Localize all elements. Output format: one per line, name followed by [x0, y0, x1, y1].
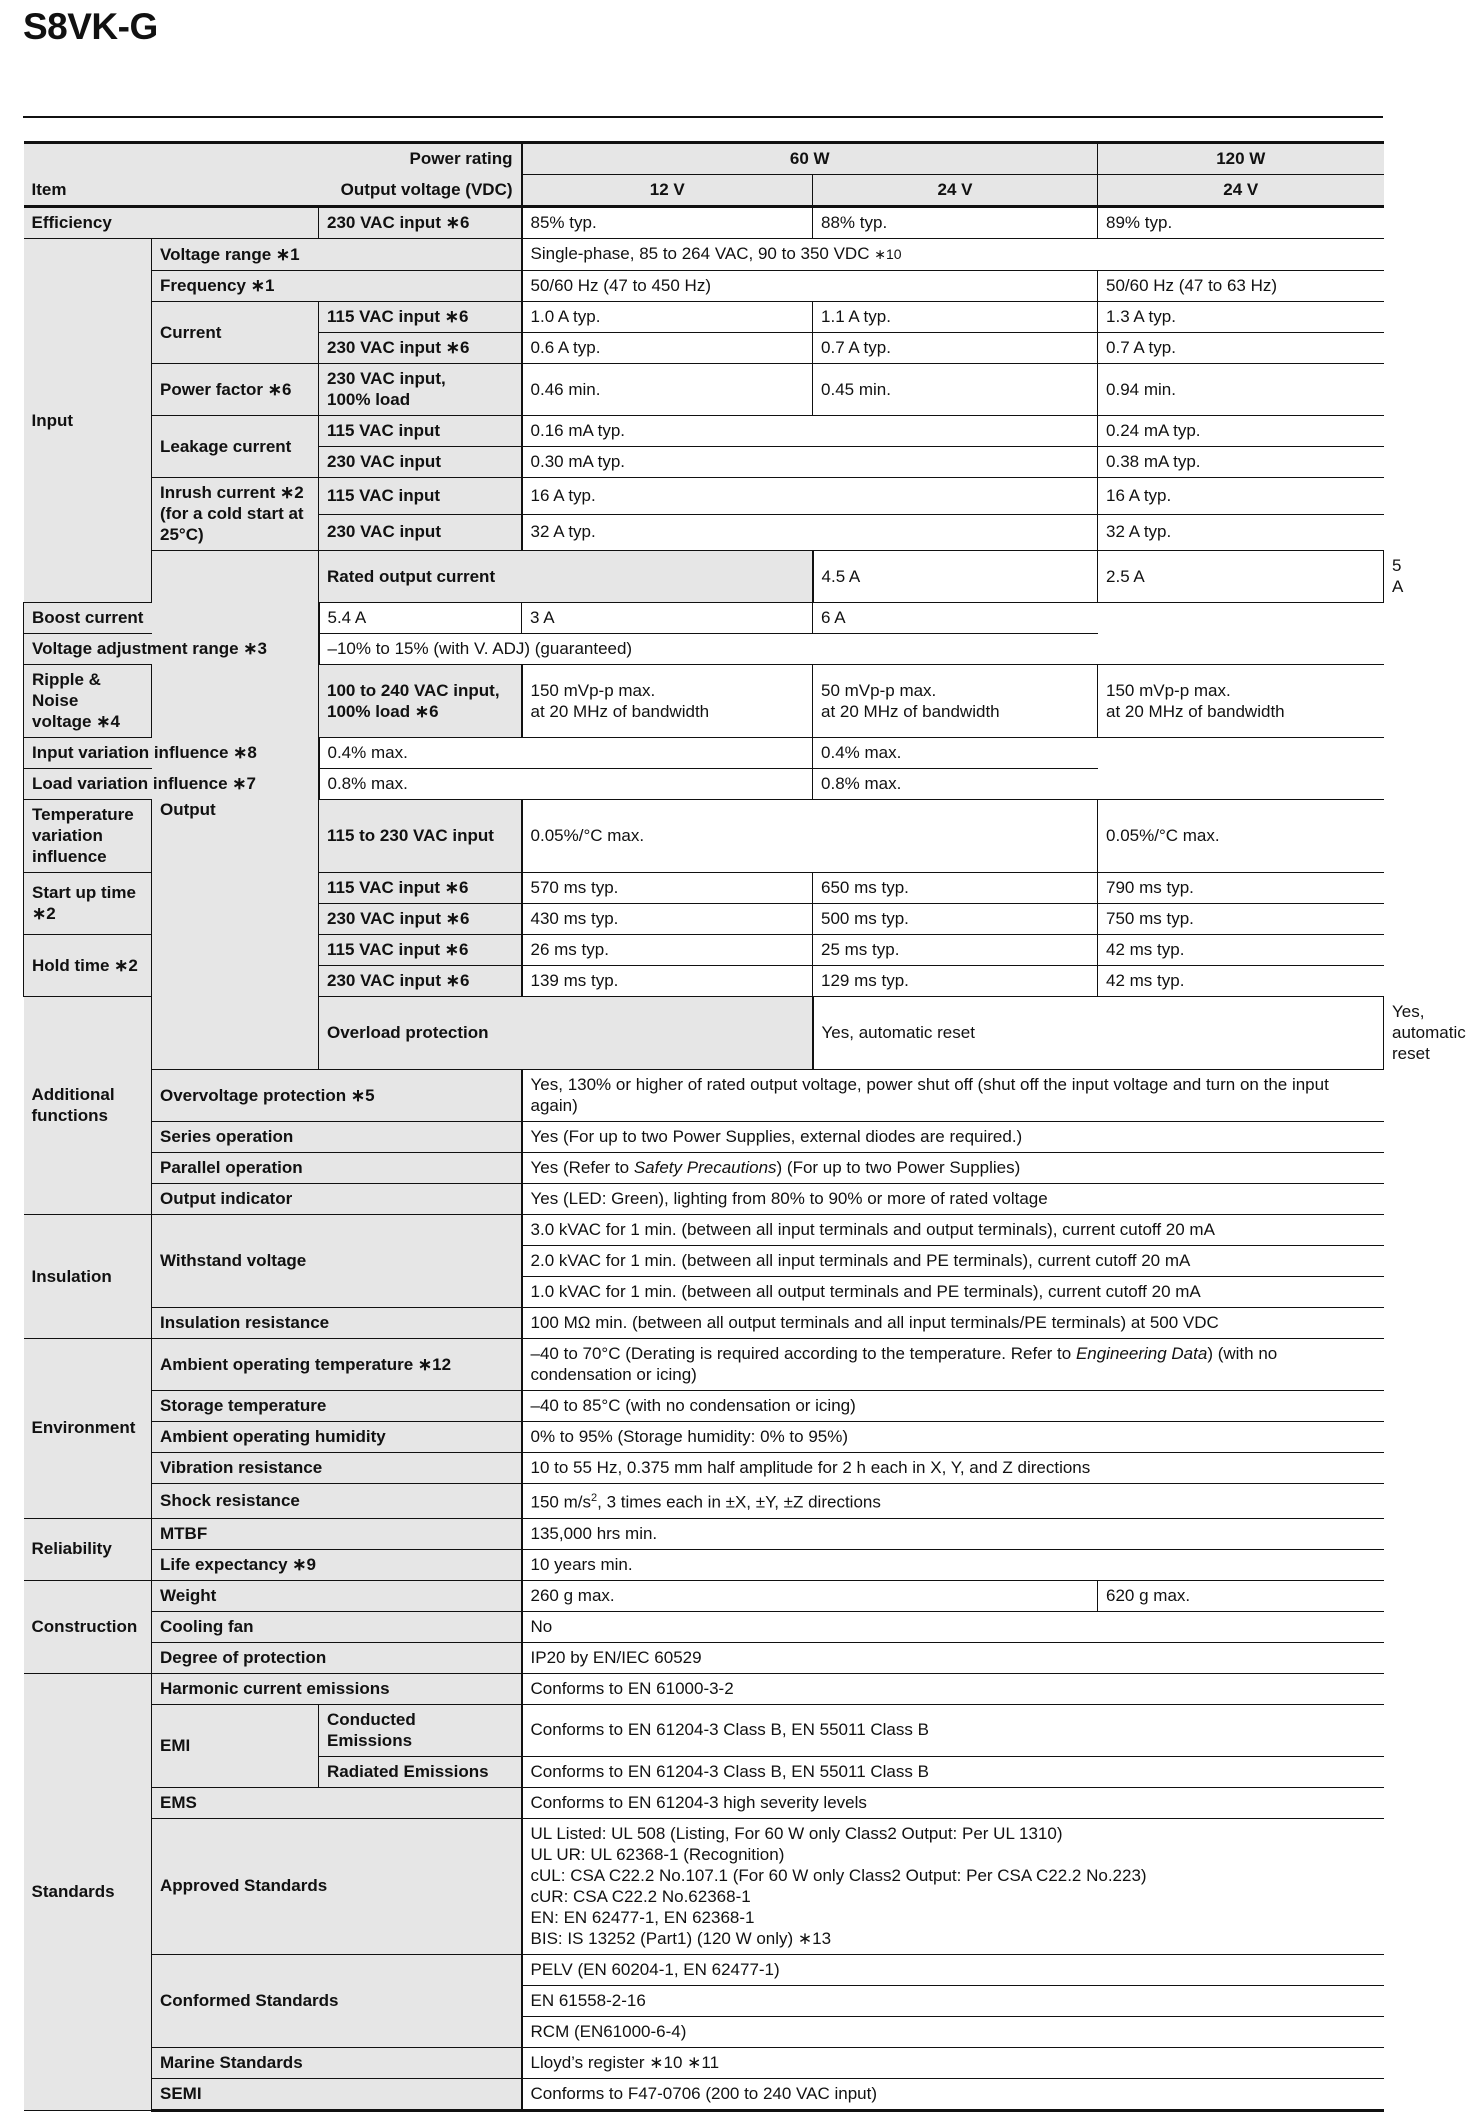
value-storage-temp: –40 to 85°C (with no condensation or icing): [522, 1391, 1384, 1422]
cond-ripple-noise: [319, 665, 522, 738]
row-weight: [24, 1580, 1384, 1611]
section-input: Input: [24, 239, 152, 603]
label-hold: Hold time ∗2: [24, 935, 152, 997]
label-load-variation: Load variation influence ∗7: [24, 769, 319, 800]
row-storage-temp: [24, 1391, 1384, 1422]
cond-emi-conducted: [319, 1704, 522, 1756]
section-insulation: Insulation: [24, 1215, 152, 1339]
label-harmonic: Harmonic current emissions: [152, 1673, 522, 1704]
label-storage-temp: Storage temperature: [152, 1391, 522, 1422]
value-overload-60w: Yes, automatic reset: [813, 997, 1384, 1070]
value-mtbf: 135,000 hrs min.: [522, 1518, 1384, 1549]
value-leakage-115-60w: 0.16 mA typ.: [522, 416, 1098, 447]
label-line: Temperature: [32, 805, 134, 824]
row-current-115: [24, 302, 1384, 333]
value-text: –40 to 70°C (Derating is required according to the temperature. Refer to: [530, 1344, 1076, 1363]
approved-standard: UL UR: UL 62368-1 (Recognition): [530, 1844, 785, 1864]
value-hold-230-24v: 129 ms typ.: [813, 966, 1098, 997]
cond-startup-230: 230 VAC input ∗6: [319, 904, 522, 935]
value-line: 150 mVp-p max.: [530, 680, 656, 700]
value-leakage-230-120w: 0.38 mA typ.: [1098, 447, 1384, 478]
value-weight-120w: 620 g max.: [1098, 1580, 1384, 1611]
value-series: Yes (For up to two Power Supplies, external diodes are required.): [522, 1122, 1384, 1153]
row-ems: [24, 1787, 1384, 1818]
engineering-data-reference: Engineering Data: [1075, 1344, 1208, 1363]
value-efficiency-12v: 85% typ.: [522, 207, 813, 239]
cond-line: 100% load ∗6: [327, 701, 439, 721]
value-power-factor-24v: 0.45 min.: [813, 364, 1098, 416]
value-inrush-230-120w: 32 A typ.: [1098, 514, 1384, 551]
row-ambient-temp: [24, 1339, 1384, 1391]
value-inrush-230-60w: 32 A typ.: [522, 514, 1098, 551]
label-semi: SEMI: [152, 2078, 522, 2110]
cond-power-factor: [319, 364, 522, 416]
label-line: voltage ∗4: [32, 712, 120, 731]
value-emi-radiated: Conforms to EN 61204-3 Class B, EN 55011 Class B: [522, 1756, 1384, 1787]
value-inrush-115-120w: 16 A typ.: [1098, 478, 1384, 515]
value-current-230-24v: 0.7 A typ.: [813, 333, 1098, 364]
label-withstand: Withstand voltage: [152, 1215, 522, 1308]
value-leakage-230-60w: 0.30 mA typ.: [522, 447, 1098, 478]
header-row-power: [24, 143, 1384, 175]
value-hold-115-120w: 42 ms typ.: [1098, 935, 1384, 966]
value-boost-current-120w: 6 A: [813, 603, 1098, 634]
value-line: 150 mVp-p max.: [1106, 680, 1231, 700]
value-startup-115-24v: 650 ms typ.: [813, 873, 1098, 904]
superscript: 2: [591, 1492, 598, 1504]
value-voltage-adjustment: –10% to 15% (with V. ADJ) (guaranteed): [319, 634, 1098, 665]
value-hold-115-24v: 25 ms typ.: [813, 935, 1098, 966]
row-life: [24, 1549, 1384, 1580]
approved-standard: cUL: CSA C22.2 No.107.1 (For 60 W only Class2 Output: Per CSA C22.2 No.223): [530, 1865, 1147, 1885]
section-standards: Standards: [24, 1673, 152, 2110]
label-line: influence: [32, 847, 107, 866]
value-line: at 20 MHz of bandwidth: [1106, 701, 1285, 721]
row-cooling-fan: [24, 1611, 1384, 1642]
section-output: Output: [152, 551, 319, 1070]
label-protection: Degree of protection: [152, 1642, 522, 1673]
label-approved: Approved Standards: [152, 1818, 522, 1954]
value-insulation-resistance: 100 MΩ min. (between all output terminals and all input terminals/PE terminals) at 500 VDC: [522, 1308, 1384, 1339]
value-conformed-3: RCM (EN61000-6-4): [522, 2016, 1384, 2047]
row-efficiency: [24, 207, 1384, 239]
label-overvoltage: Overvoltage protection ∗5: [152, 1070, 522, 1122]
value-startup-115-120w: 790 ms typ.: [1098, 873, 1384, 904]
row-approved: [24, 1818, 1384, 1954]
cond-current-230: 230 VAC input ∗6: [319, 333, 522, 364]
value-boost-current-24v: 3 A: [522, 603, 813, 634]
value-ambient-temp: [522, 1339, 1384, 1391]
row-semi: [24, 2078, 1384, 2110]
value-marine: Lloyd’s register ∗10 ∗11: [522, 2047, 1384, 2078]
label-life: Life expectancy ∗9: [152, 1549, 522, 1580]
value-boost-current-12v: 5.4 A: [319, 603, 522, 634]
value-frequency-120w: 50/60 Hz (47 to 63 Hz): [1098, 271, 1384, 302]
value-ripple-120w: [1098, 665, 1384, 738]
cond-line: 100 to 240 VAC input,: [327, 680, 500, 700]
value-vibration: 10 to 55 Hz, 0.375 mm half amplitude for 2 h each in X, Y, and Z directions: [522, 1453, 1384, 1484]
value-frequency-60w: 50/60 Hz (47 to 450 Hz): [522, 271, 1098, 302]
value-current-230-12v: 0.6 A typ.: [522, 333, 813, 364]
label-mtbf: MTBF: [152, 1518, 522, 1549]
label-line: Ripple & Noise: [32, 670, 101, 710]
label-marine: Marine Standards: [152, 2047, 522, 2078]
value-conformed-1: PELV (EN 60204-1, EN 62477-1): [522, 1954, 1384, 1985]
value-current-230-120w: 0.7 A typ.: [1098, 333, 1384, 364]
row-marine: [24, 2047, 1384, 2078]
value-withstand-2: 2.0 kVAC for 1 min. (between all input terminals and PE terminals), current cutoff 20 mA: [522, 1246, 1384, 1277]
header-row-voltage: [24, 175, 1384, 207]
section-line: Additional: [31, 1085, 115, 1104]
value-text: , 3 times each in ±X, ±Y, ±Z directions: [597, 1492, 881, 1512]
value-approved: [522, 1818, 1384, 1954]
cond-line: 100% load: [327, 390, 411, 409]
cond-line: Emissions: [327, 1730, 413, 1750]
label-efficiency: Efficiency: [24, 207, 319, 239]
label-input-variation: Input variation influence ∗8: [24, 738, 319, 769]
value-startup-115-12v: 570 ms typ.: [522, 873, 813, 904]
value-conformed-2: EN 61558-2-16: [522, 1985, 1384, 2016]
label-boost-current: Boost current: [24, 603, 319, 634]
row-shock: [24, 1484, 1384, 1519]
value-input-variation-60w: 0.4% max.: [319, 738, 813, 769]
row-inrush-115: [24, 478, 1384, 515]
row-harmonic: [24, 1673, 1384, 1704]
row-mtbf: [24, 1518, 1384, 1549]
value-rated-current-12v: 4.5 A: [813, 551, 1098, 603]
value-output-indicator: Yes (LED: Green), lighting from 80% to 90% or more of rated voltage: [522, 1184, 1384, 1215]
row-emi-conducted: [24, 1704, 1384, 1756]
value-emi-conducted: Conforms to EN 61204-3 Class B, EN 55011 Class B: [522, 1704, 1384, 1756]
value-voltage-range: [522, 239, 1384, 271]
cond-hold-115: 115 VAC input ∗6: [319, 935, 522, 966]
label-inrush: [152, 478, 319, 551]
title-rule: [23, 116, 1383, 118]
row-power-factor: [24, 364, 1384, 416]
value-cooling-fan: No: [522, 1611, 1384, 1642]
value-leakage-115-120w: 0.24 mA typ.: [1098, 416, 1384, 447]
value-protection: IP20 by EN/IEC 60529: [522, 1642, 1384, 1673]
row-vibration: [24, 1453, 1384, 1484]
cond-line: 230 VAC input,: [327, 369, 446, 388]
header-power-rating: Power rating: [24, 143, 522, 175]
label-series: Series operation: [152, 1122, 522, 1153]
section-line: functions: [31, 1106, 108, 1125]
row-series: [24, 1122, 1384, 1153]
value-ripple-12v: [522, 665, 813, 738]
label-current: Current: [152, 302, 319, 364]
value-text: ) (For up to two Power Supplies): [776, 1158, 1021, 1177]
value-text: Yes (Refer to: [530, 1158, 634, 1177]
section-reliability: Reliability: [24, 1518, 152, 1580]
label-startup: Start up time ∗2: [24, 873, 152, 935]
value-current-115-12v: 1.0 A typ.: [522, 302, 813, 333]
value-line: 50 mVp-p max.: [821, 680, 937, 700]
label-conformed: Conformed Standards: [152, 1954, 522, 2047]
label-shock: Shock resistance: [152, 1484, 522, 1519]
label-parallel: Parallel operation: [152, 1153, 522, 1184]
row-load-variation: [24, 769, 1384, 800]
value-startup-230-120w: 750 ms typ.: [1098, 904, 1384, 935]
value-line: at 20 MHz of bandwidth: [821, 701, 1000, 721]
label-ambient-temp: Ambient operating temperature ∗12: [152, 1339, 522, 1391]
label-power-factor: Power factor ∗6: [152, 364, 319, 416]
row-leakage-115: [24, 416, 1384, 447]
section-environment: Environment: [24, 1339, 152, 1519]
cond-inrush-230: 230 VAC input: [319, 514, 522, 551]
approved-standard: EN: EN 62477-1, EN 62368-1: [530, 1907, 755, 1927]
value-efficiency-120w: 89% typ.: [1098, 207, 1384, 239]
label-frequency: Frequency ∗1: [152, 271, 522, 302]
approved-standard: BIS: IS 13252 (Part1) (120 W only) ∗13: [530, 1928, 832, 1948]
value-humidity: 0% to 95% (Storage humidity: 0% to 95%): [522, 1422, 1384, 1453]
row-parallel: [24, 1153, 1384, 1184]
page-title: S8VK-G: [23, 6, 158, 47]
label-leakage: Leakage current: [152, 416, 319, 478]
label-cooling-fan: Cooling fan: [152, 1611, 522, 1642]
row-output-indicator: [24, 1184, 1384, 1215]
value-text: Single-phase, 85 to 264 VAC, 90 to 350 VDC: [530, 244, 870, 263]
label-humidity: Ambient operating humidity: [152, 1422, 522, 1453]
cond-hold-230: 230 VAC input ∗6: [319, 966, 522, 997]
row-overload: Additional functions Overload protection Yes, automatic reset Yes, automatic reset: [24, 997, 1384, 1070]
value-inrush-115-60w: 16 A typ.: [522, 478, 1098, 515]
row-frequency: [24, 271, 1384, 302]
row-protection: [24, 1642, 1384, 1673]
value-parallel: [522, 1153, 1384, 1184]
label-ripple-noise: [24, 665, 152, 738]
label-rated-current: Rated output current: [319, 551, 813, 603]
approved-standard: UL Listed: UL 508 (Listing, For 60 W only Class2 Output: Per UL 1310): [530, 1823, 1063, 1843]
label-emi: EMI: [152, 1704, 319, 1787]
value-hold-230-12v: 139 ms typ.: [522, 966, 813, 997]
value-rated-current-24v: 2.5 A: [1098, 551, 1384, 603]
value-text: 150 m/s: [530, 1492, 591, 1512]
value-power-factor-120w: 0.94 min.: [1098, 364, 1384, 416]
value-input-variation-120w: 0.4% max.: [813, 738, 1098, 769]
row-insulation-resistance: [24, 1308, 1384, 1339]
value-startup-230-12v: 430 ms typ.: [522, 904, 813, 935]
row-withstand-1: [24, 1215, 1384, 1246]
approved-standard: cUR: CSA C22.2 No.62368-1: [530, 1886, 751, 1906]
cond-inrush-115: 115 VAC input: [319, 478, 522, 515]
label-temperature-variation: [24, 800, 152, 873]
value-shock: [522, 1484, 1384, 1519]
value-load-variation-120w: 0.8% max.: [813, 769, 1098, 800]
header-output-voltage: Output voltage (VDC): [319, 175, 522, 207]
section-additional: [24, 997, 152, 1215]
row-humidity: [24, 1422, 1384, 1453]
cond-leakage-115: 115 VAC input: [319, 416, 522, 447]
value-weight-60w: 260 g max.: [522, 1580, 1098, 1611]
header-24v-60w: 24 V: [813, 175, 1098, 207]
section-construction: Construction: [24, 1580, 152, 1673]
header-24v-120w: 24 V: [1098, 175, 1384, 207]
value-current-115-24v: 1.1 A typ.: [813, 302, 1098, 333]
value-load-variation-60w: 0.8% max.: [319, 769, 813, 800]
row-voltage-range: [24, 239, 1384, 271]
cond-efficiency: 230 VAC input ∗6: [319, 207, 522, 239]
row-voltage-adjustment: [24, 634, 1384, 665]
label-vibration: Vibration resistance: [152, 1453, 522, 1484]
value-power-factor-12v: 0.46 min.: [522, 364, 813, 416]
label-line: 25°C): [160, 525, 204, 544]
cond-temperature-variation: 115 to 230 VAC input: [319, 800, 522, 873]
row-conformed-1: [24, 1954, 1384, 1985]
cond-line: Conducted: [327, 1709, 416, 1729]
spec-table: [23, 141, 1466, 2112]
value-life: 10 years min.: [522, 1549, 1384, 1580]
label-insulation-resistance: Insulation resistance: [152, 1308, 522, 1339]
value-efficiency-24v: 88% typ.: [813, 207, 1098, 239]
value-current-115-120w: 1.3 A typ.: [1098, 302, 1384, 333]
value-temperature-variation-120w: 0.05%/°C max.: [1098, 800, 1384, 873]
value-ripple-24v: [813, 665, 1098, 738]
label-voltage-adjustment: Voltage adjustment range ∗3: [24, 634, 319, 665]
row-boost-current: [24, 603, 1384, 634]
row-rated-current: Output Rated output current 4.5 A 2.5 A 5 A: [24, 551, 1384, 603]
label-overload: Overload protection: [319, 997, 813, 1070]
value-withstand-3: 1.0 kVAC for 1 min. (between all output terminals and PE terminals), current cutoff 20 mA: [522, 1277, 1384, 1308]
header-12v: 12 V: [522, 175, 813, 207]
value-startup-230-24v: 500 ms typ.: [813, 904, 1098, 935]
safety-precautions-reference: Safety Precautions: [633, 1158, 777, 1177]
value-temperature-variation-60w: 0.05%/°C max.: [522, 800, 1098, 873]
value-line: at 20 MHz of bandwidth: [530, 701, 710, 721]
label-ems: EMS: [152, 1787, 522, 1818]
label-line: Inrush current ∗2: [160, 483, 304, 502]
value-withstand-1: 3.0 kVAC for 1 min. (between all input terminals and output terminals), current cutoff 20 mA: [522, 1215, 1384, 1246]
value-text: ) (with no condensation or icing): [530, 1344, 1278, 1384]
row-overvoltage: [24, 1070, 1384, 1122]
cond-current-115: 115 VAC input ∗6: [319, 302, 522, 333]
cond-leakage-230: 230 VAC input: [319, 447, 522, 478]
header-item: Item: [24, 175, 319, 207]
label-weight: Weight: [152, 1580, 522, 1611]
value-hold-115-12v: 26 ms typ.: [522, 935, 813, 966]
value-ems: Conforms to EN 61204-3 high severity levels: [522, 1787, 1384, 1818]
value-semi: Conforms to F47-0706 (200 to 240 VAC input): [522, 2078, 1384, 2110]
label-line: (for a cold start at: [160, 504, 304, 523]
label-output-indicator: Output indicator: [152, 1184, 522, 1215]
value-hold-230-120w: 42 ms typ.: [1098, 966, 1384, 997]
header-60w: 60 W: [522, 143, 1098, 175]
label-voltage-range: Voltage range ∗1: [152, 239, 522, 271]
value-overvoltage: Yes, 130% or higher of rated output voltage, power shut off (shut off the input voltage and turn on the input again): [522, 1070, 1384, 1122]
row-input-variation: [24, 738, 1384, 769]
footnote-ref: ∗10: [874, 246, 902, 262]
cond-startup-115: 115 VAC input ∗6: [319, 873, 522, 904]
value-harmonic: Conforms to EN 61000-3-2: [522, 1673, 1384, 1704]
label-line: variation: [32, 826, 103, 845]
header-120w: 120 W: [1098, 143, 1384, 175]
cond-emi-radiated: Radiated Emissions: [319, 1756, 522, 1787]
